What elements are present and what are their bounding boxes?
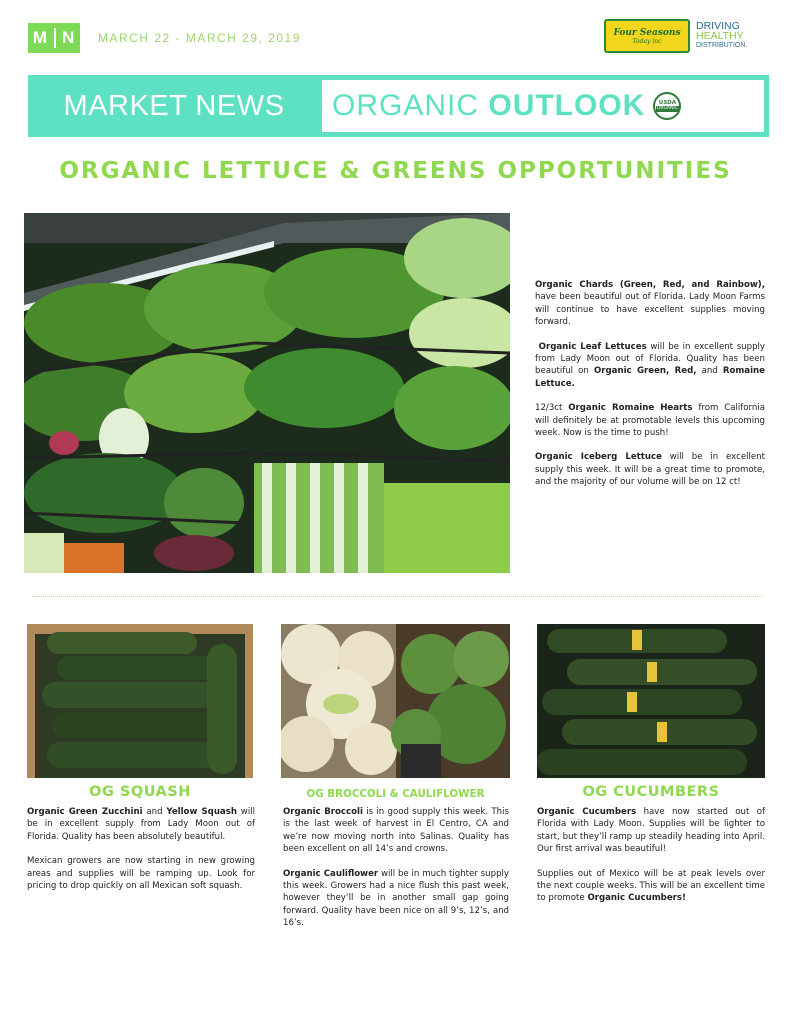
usda-seal-bottom: ORGANIC — [656, 106, 678, 111]
cauliflower-text: will be in much tighter supply this week. Growers had a nice flush this past week, however they’ll be in another small gap going forward. Quality have been nice on all 9’s, 12’s, and 16’s. — [283, 868, 509, 929]
chards-bold: Organic Chards (Green, Red, and Rainbow), — [535, 280, 765, 290]
zucchini-illustration — [27, 624, 253, 778]
squash-text-2: will be in excellent supply from Lady Moon out of Florida. Quality has been absolutely beautiful. — [27, 807, 255, 842]
broccoli-paragraph-1 — [283, 806, 509, 856]
brand-badge — [604, 19, 690, 53]
usda-organic-seal-icon — [653, 92, 681, 120]
four-seasons-logo — [604, 18, 764, 54]
brand-name: Four Seasons — [613, 27, 681, 38]
usda-seal-top: USDA — [658, 100, 676, 106]
broccoli-text-1: is in good supply this week. This is the last week of harvest in El Centro, CA and we’re now moving north into Salinas. Quality has been excellent on all 14’s and crowns. — [283, 807, 509, 855]
squash-text — [27, 806, 255, 904]
chards-paragraph — [535, 279, 765, 329]
squash-paragraph-2: Mexican growers are now starting in new growing areas and supplies will be ramping up. Look for pricing to drop quickly on all Mexican soft squash. — [27, 856, 255, 892]
brand-sub: Today inc — [632, 37, 662, 45]
cucumbers-text-1: have now started out of Florida with Lady Moon. Supplies will be lighter to start, but they’ll ramp up steadily heading into April. Our first arrival was beautiful! — [537, 807, 766, 855]
iceberg-text: will be in excellent supply this week. It will be a great time to promote, and the majority of our volume will be on 12 ct! — [535, 452, 765, 488]
banner-market-news: MARKET NEWS — [63, 89, 285, 122]
leaf-lettuce-text-2: and — [696, 366, 723, 377]
logo-letter-m: M — [32, 28, 48, 47]
logo-divider — [54, 28, 56, 48]
iceberg-paragraph — [535, 451, 765, 488]
cucumbers-bold-2: Organic Cucumbers! — [587, 893, 686, 904]
broccoli-bold: Organic Broccoli — [283, 807, 363, 817]
cucumbers-text-2: Supplies out of Mexico will be at peak levels over the next couple weeks. This will be an excellent time to promote — [537, 868, 765, 904]
broccoli-cauliflower-illustration — [281, 624, 510, 778]
squash-paragraph-1 — [27, 806, 255, 843]
broccoli-cauliflower-photo — [281, 624, 510, 778]
dotted-divider — [32, 596, 762, 597]
banner-organic-outlook — [322, 80, 764, 132]
leaf-lettuce-bold: Organic Leaf Lettuces — [538, 341, 647, 352]
tagline-line-2: HEALTHY — [696, 30, 744, 42]
logo-letter-n: N — [61, 28, 76, 47]
produce-shelf-illustration — [24, 213, 510, 573]
squash-bold-2: Yellow Squash — [166, 807, 237, 817]
cucumbers-paragraph-1 — [537, 806, 765, 856]
cucumbers-bold-1: Organic Cucumbers — [537, 807, 637, 817]
squash-text-1: and — [142, 807, 167, 817]
cucumbers-photo — [537, 624, 765, 778]
romaine-text-2: from California will definitely be at promotable levels this upcoming week. Now is the time to push! — [535, 403, 766, 439]
section-title-squash: OG SQUASH — [89, 784, 191, 800]
section-title-cucumbers: OG CUCUMBERS — [582, 784, 720, 800]
cucumber-illustration — [537, 624, 765, 778]
broccoli-text — [283, 806, 509, 942]
section-title-broccoli: OG BROCCOLI & CAULIFLOWER — [306, 788, 485, 800]
tagline-line-1: DRIVING — [696, 20, 740, 32]
produce-shelf-photo — [24, 213, 510, 573]
romaine-bold: Organic Romaine Hearts — [568, 403, 693, 414]
leaf-lettuce-bold-2: Organic Green, Red, — [593, 366, 697, 377]
banner-title-bold: OUTLOOK — [488, 89, 646, 122]
chards-text: have been beautiful out of Florida. Lady Moon Farms will continue to have excellent supplies moving forward. — [535, 292, 765, 328]
squash-bold-1: Organic Green Zucchini — [27, 807, 143, 817]
leaf-lettuce-text-1: will be in excellent supply from Lady Moon out of Florida. Quality has been beautiful on — [535, 341, 766, 377]
cauliflower-paragraph — [283, 868, 509, 930]
cucumbers-text — [537, 806, 765, 917]
cauliflower-bold: Organic Cauliflower — [283, 868, 379, 879]
romaine-text-1: 12/3ct — [535, 403, 569, 414]
cucumbers-paragraph-2 — [537, 868, 765, 905]
date-range: MARCH 22 - MARCH 29, 2019 — [98, 31, 301, 45]
leaf-lettuce-bold-3: Romaine Lettuce. — [535, 366, 765, 389]
romaine-paragraph — [535, 402, 765, 439]
banner-title — [332, 89, 645, 123]
iceberg-bold: Organic Iceberg Lettuce — [535, 452, 662, 463]
tagline-line-3: DISTRIBUTION. — [696, 42, 748, 49]
page-headline: ORGANIC LETTUCE & GREENS OPPORTUNITIES — [59, 158, 732, 184]
banner-title-light: ORGANIC — [332, 89, 480, 122]
leaf-lettuce-paragraph — [535, 341, 765, 391]
lettuce-greens-text — [535, 279, 765, 501]
brand-tagline — [696, 21, 747, 51]
mn-logo — [28, 23, 80, 53]
squash-photo — [27, 624, 253, 778]
